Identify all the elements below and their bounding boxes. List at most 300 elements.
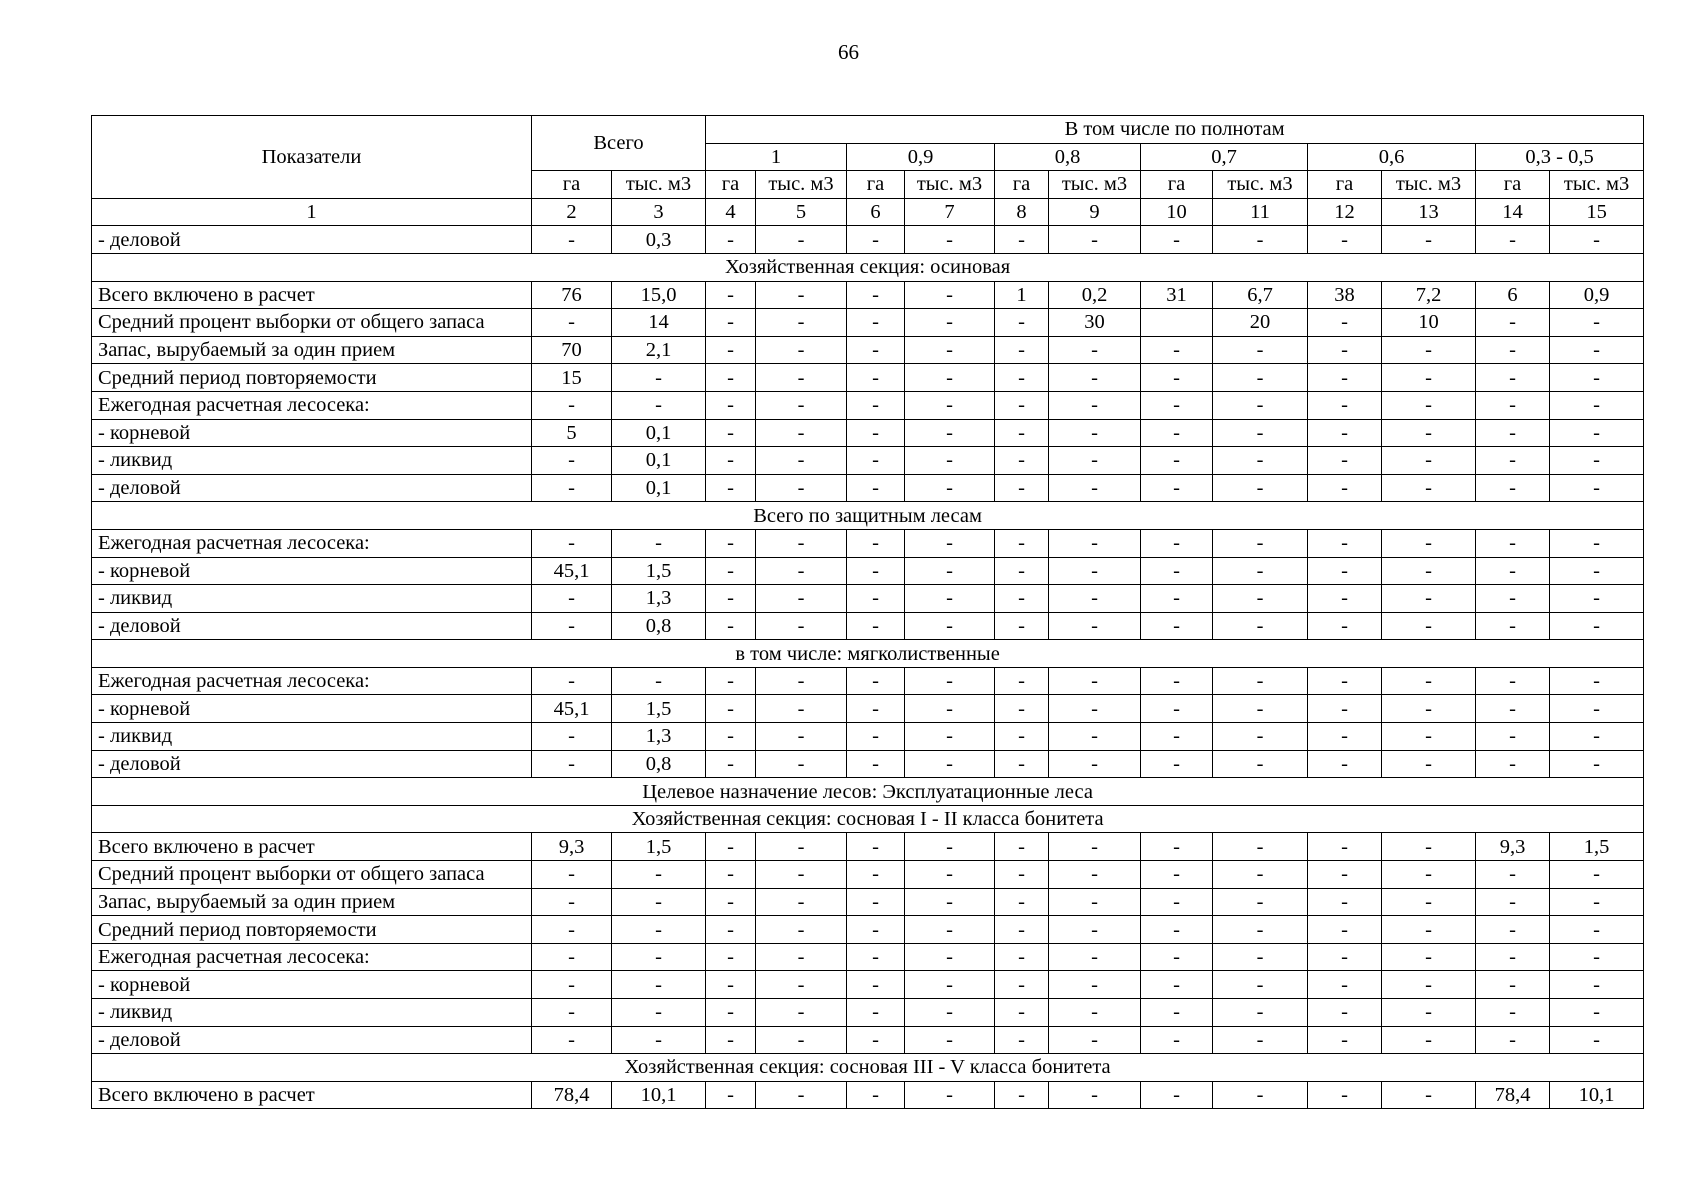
table-cell: - xyxy=(1476,971,1550,999)
header-indicators: Показатели xyxy=(92,116,532,199)
table-cell: - xyxy=(1308,916,1382,944)
header-row-1 xyxy=(92,116,1644,144)
row-label: Средний процент выборки от общего запаса xyxy=(92,861,532,889)
table-cell: - xyxy=(995,971,1049,999)
table-cell: - xyxy=(1141,585,1213,613)
table-cell: - xyxy=(612,364,706,392)
row-label: - корневой xyxy=(92,557,532,585)
table-cell: 78,4 xyxy=(1476,1081,1550,1109)
header-unit-vol: тыс. м3 xyxy=(905,171,995,199)
row-label: Ежегодная расчетная лесосека: xyxy=(92,943,532,971)
column-number: 6 xyxy=(847,198,905,226)
column-number: 9 xyxy=(1049,198,1141,226)
header-total: Всего xyxy=(532,116,706,171)
table-cell: - xyxy=(1049,364,1141,392)
table-cell: - xyxy=(847,943,905,971)
table-row xyxy=(92,226,1644,254)
table-cell: - xyxy=(1382,971,1476,999)
table-cell: - xyxy=(1141,833,1213,861)
table-cell: - xyxy=(995,419,1049,447)
section-header-row xyxy=(92,805,1644,833)
table-cell: - xyxy=(1141,474,1213,502)
table-cell: - xyxy=(1550,612,1644,640)
table-cell: - xyxy=(1213,391,1308,419)
table-cell: - xyxy=(995,888,1049,916)
table-cell: 10,1 xyxy=(612,1081,706,1109)
header-density: 0,3 - 0,5 xyxy=(1476,143,1644,171)
table-cell: - xyxy=(1382,943,1476,971)
table-cell: - xyxy=(1141,226,1213,254)
table-row xyxy=(92,971,1644,999)
table-cell: - xyxy=(1308,364,1382,392)
column-number: 7 xyxy=(905,198,995,226)
table-cell: - xyxy=(995,612,1049,640)
table-cell: - xyxy=(706,723,756,751)
table-cell: - xyxy=(995,916,1049,944)
table-cell: - xyxy=(756,474,847,502)
table-cell: - xyxy=(1213,226,1308,254)
table-cell: - xyxy=(1213,723,1308,751)
table-cell: - xyxy=(1141,667,1213,695)
header-unit-vol: тыс. м3 xyxy=(1049,171,1141,199)
table-cell: - xyxy=(1049,971,1141,999)
table-cell: 0,2 xyxy=(1049,281,1141,309)
table-cell: - xyxy=(1550,971,1644,999)
table-cell: - xyxy=(995,1026,1049,1054)
table-cell: - xyxy=(756,529,847,557)
table-cell: - xyxy=(706,336,756,364)
table-cell: - xyxy=(1049,943,1141,971)
table-cell: - xyxy=(1476,750,1550,778)
column-number: 13 xyxy=(1382,198,1476,226)
table-cell: - xyxy=(1141,419,1213,447)
header-unit-ha: га xyxy=(995,171,1049,199)
table-cell: - xyxy=(532,971,612,999)
table-cell: - xyxy=(1382,612,1476,640)
table-cell: 1,5 xyxy=(1550,833,1644,861)
table-cell: - xyxy=(1049,667,1141,695)
table-cell: - xyxy=(905,447,995,475)
row-label: Ежегодная расчетная лесосека: xyxy=(92,529,532,557)
table-cell: - xyxy=(532,474,612,502)
table-cell: - xyxy=(847,1081,905,1109)
row-label: - корневой xyxy=(92,695,532,723)
column-number: 5 xyxy=(756,198,847,226)
table-cell: - xyxy=(1382,1026,1476,1054)
table-cell: - xyxy=(612,1026,706,1054)
row-label: Запас, вырубаемый за один прием xyxy=(92,336,532,364)
table-cell: - xyxy=(1141,447,1213,475)
column-number: 11 xyxy=(1213,198,1308,226)
table-cell: 76 xyxy=(532,281,612,309)
table-cell: - xyxy=(706,1081,756,1109)
table-cell: - xyxy=(1308,750,1382,778)
table-cell: - xyxy=(706,226,756,254)
table-cell: - xyxy=(995,336,1049,364)
table-cell: - xyxy=(1049,916,1141,944)
table-cell: - xyxy=(1141,695,1213,723)
row-label: Ежегодная расчетная лесосека: xyxy=(92,391,532,419)
table-row xyxy=(92,391,1644,419)
table-cell: - xyxy=(1382,391,1476,419)
table-cell: - xyxy=(1141,529,1213,557)
table-cell: - xyxy=(1213,1026,1308,1054)
table-row xyxy=(92,529,1644,557)
table-cell: - xyxy=(612,667,706,695)
table-cell: - xyxy=(847,529,905,557)
row-label: Всего включено в расчет xyxy=(92,281,532,309)
table-cell: 0,3 xyxy=(612,226,706,254)
row-label: - ликвид xyxy=(92,723,532,751)
table-cell: - xyxy=(847,667,905,695)
table-cell: - xyxy=(847,474,905,502)
table-cell: - xyxy=(905,419,995,447)
table-cell: - xyxy=(1049,391,1141,419)
table-cell: - xyxy=(532,667,612,695)
table-cell: - xyxy=(612,888,706,916)
table-cell xyxy=(1141,309,1213,337)
table-cell: - xyxy=(1476,999,1550,1027)
forest-cutting-table xyxy=(91,115,1644,1109)
table-cell: 0,1 xyxy=(612,419,706,447)
row-label: - ликвид xyxy=(92,447,532,475)
table-row xyxy=(92,750,1644,778)
table-cell: - xyxy=(612,861,706,889)
table-cell: - xyxy=(706,419,756,447)
table-cell: - xyxy=(1308,474,1382,502)
table-cell: 1,5 xyxy=(612,833,706,861)
row-label: Всего включено в расчет xyxy=(92,833,532,861)
table-cell: - xyxy=(706,281,756,309)
table-cell: - xyxy=(1308,667,1382,695)
table-cell: - xyxy=(532,723,612,751)
section-title: Хозяйственная секция: сосновая III - V класса бонитета xyxy=(92,1054,1644,1082)
table-cell: - xyxy=(995,391,1049,419)
table-cell: - xyxy=(1049,336,1141,364)
table-cell: - xyxy=(1550,861,1644,889)
section-header-row xyxy=(92,1054,1644,1082)
table-cell: - xyxy=(1382,447,1476,475)
table-row xyxy=(92,474,1644,502)
table-cell: - xyxy=(995,226,1049,254)
table-cell: - xyxy=(1382,750,1476,778)
table-cell: - xyxy=(1213,943,1308,971)
header-unit-ha: га xyxy=(1476,171,1550,199)
table-cell: 0,1 xyxy=(612,447,706,475)
table-cell: - xyxy=(706,695,756,723)
row-label: Средний период повторяемости xyxy=(92,916,532,944)
table-row xyxy=(92,281,1644,309)
table-row xyxy=(92,888,1644,916)
table-cell: - xyxy=(1141,1081,1213,1109)
table-cell: - xyxy=(1308,971,1382,999)
table-cell: - xyxy=(905,943,995,971)
table-cell: - xyxy=(1550,447,1644,475)
table-cell: - xyxy=(1382,833,1476,861)
table-cell: - xyxy=(1476,916,1550,944)
table-cell: - xyxy=(1550,336,1644,364)
table-cell: - xyxy=(847,999,905,1027)
table-cell: - xyxy=(756,585,847,613)
table-cell: - xyxy=(1476,336,1550,364)
table-cell: - xyxy=(706,971,756,999)
table-row xyxy=(92,336,1644,364)
table-cell: - xyxy=(1213,447,1308,475)
table-cell: - xyxy=(905,1026,995,1054)
table-cell: - xyxy=(706,1026,756,1054)
table-cell: - xyxy=(847,557,905,585)
table-cell: - xyxy=(1476,612,1550,640)
table-cell: 1,5 xyxy=(612,695,706,723)
table-cell: - xyxy=(1308,888,1382,916)
table-cell: - xyxy=(1382,999,1476,1027)
table-cell: - xyxy=(1382,695,1476,723)
table-cell: - xyxy=(706,999,756,1027)
table-row xyxy=(92,667,1644,695)
table-cell: - xyxy=(1476,529,1550,557)
table-cell: 10,1 xyxy=(1550,1081,1644,1109)
table-cell: - xyxy=(1049,695,1141,723)
table-cell: - xyxy=(905,226,995,254)
table-cell: - xyxy=(1141,971,1213,999)
table-cell: - xyxy=(1308,1081,1382,1109)
table-cell: - xyxy=(905,281,995,309)
table-cell: - xyxy=(1382,861,1476,889)
table-cell: - xyxy=(1382,419,1476,447)
table-cell: - xyxy=(1476,391,1550,419)
table-cell: 20 xyxy=(1213,309,1308,337)
table-cell: 6 xyxy=(1476,281,1550,309)
table-cell: 45,1 xyxy=(532,695,612,723)
table-cell: - xyxy=(1476,226,1550,254)
header-density: 0,6 xyxy=(1308,143,1476,171)
table-cell: - xyxy=(1213,585,1308,613)
table-row xyxy=(92,447,1644,475)
table-cell: - xyxy=(706,529,756,557)
table-cell: - xyxy=(1382,667,1476,695)
table-cell: - xyxy=(1308,695,1382,723)
table-cell: - xyxy=(1382,557,1476,585)
table-cell: - xyxy=(1476,585,1550,613)
table-cell: - xyxy=(905,557,995,585)
table-cell: - xyxy=(1141,888,1213,916)
table-cell: - xyxy=(532,861,612,889)
table-cell: 2,1 xyxy=(612,336,706,364)
table-row xyxy=(92,943,1644,971)
table-cell: - xyxy=(995,309,1049,337)
table-cell: - xyxy=(1049,1081,1141,1109)
table-cell: - xyxy=(1213,419,1308,447)
table-cell: - xyxy=(995,1081,1049,1109)
table-cell: - xyxy=(905,888,995,916)
table-cell: - xyxy=(1049,861,1141,889)
table-cell: - xyxy=(1308,336,1382,364)
table-cell: - xyxy=(1550,391,1644,419)
header-density: 0,9 xyxy=(847,143,995,171)
column-number: 2 xyxy=(532,198,612,226)
table-cell: - xyxy=(756,999,847,1027)
table-row xyxy=(92,612,1644,640)
table-cell: - xyxy=(1382,888,1476,916)
table-cell: 1 xyxy=(995,281,1049,309)
table-cell: - xyxy=(1141,999,1213,1027)
header-unit-vol: тыс. м3 xyxy=(612,171,706,199)
table-cell: - xyxy=(1476,723,1550,751)
table-cell: - xyxy=(1141,916,1213,944)
table-cell: - xyxy=(612,916,706,944)
table-cell: - xyxy=(905,1081,995,1109)
table-cell: - xyxy=(532,309,612,337)
column-number: 10 xyxy=(1141,198,1213,226)
table-row xyxy=(92,916,1644,944)
table-cell: - xyxy=(1550,309,1644,337)
table-cell: - xyxy=(905,612,995,640)
table-cell: 38 xyxy=(1308,281,1382,309)
table-cell: - xyxy=(1476,1026,1550,1054)
section-header-row xyxy=(92,640,1644,668)
column-number: 1 xyxy=(92,198,532,226)
section-title: Целевое назначение лесов: Эксплуатационные леса xyxy=(92,778,1644,806)
row-label: - деловой xyxy=(92,474,532,502)
table-cell: - xyxy=(847,1026,905,1054)
table-cell: - xyxy=(1476,364,1550,392)
table-cell: - xyxy=(1308,612,1382,640)
table-cell: - xyxy=(995,695,1049,723)
table-cell: - xyxy=(612,999,706,1027)
table-row xyxy=(92,833,1644,861)
table-cell: - xyxy=(1049,226,1141,254)
table-row xyxy=(92,1026,1644,1054)
table-cell: - xyxy=(995,474,1049,502)
table-cell: - xyxy=(847,861,905,889)
table-cell: - xyxy=(532,529,612,557)
table-row xyxy=(92,419,1644,447)
table-cell: - xyxy=(1550,419,1644,447)
table-cell: 1,3 xyxy=(612,723,706,751)
table-cell: - xyxy=(1308,391,1382,419)
table-cell: - xyxy=(1213,364,1308,392)
table-cell: - xyxy=(1550,557,1644,585)
table-cell: - xyxy=(995,833,1049,861)
table-cell: - xyxy=(1476,474,1550,502)
table-cell: - xyxy=(1382,474,1476,502)
table-cell: - xyxy=(847,971,905,999)
section-header-row xyxy=(92,778,1644,806)
column-number: 4 xyxy=(706,198,756,226)
table-cell: - xyxy=(1550,888,1644,916)
table-cell: 15 xyxy=(532,364,612,392)
table-cell: - xyxy=(1049,999,1141,1027)
row-label: Запас, вырубаемый за один прием xyxy=(92,888,532,916)
table-cell: - xyxy=(847,391,905,419)
section-header-row xyxy=(92,253,1644,281)
table-cell: - xyxy=(1049,557,1141,585)
table-row xyxy=(92,999,1644,1027)
header-density: 1 xyxy=(706,143,847,171)
section-title: Хозяйственная секция: сосновая I - II класса бонитета xyxy=(92,805,1644,833)
table-cell: - xyxy=(612,529,706,557)
table-cell: - xyxy=(905,391,995,419)
table-cell: 14 xyxy=(612,309,706,337)
table-cell: - xyxy=(1213,861,1308,889)
section-title: Всего по защитным лесам xyxy=(92,502,1644,530)
table-cell: - xyxy=(995,447,1049,475)
table-cell: - xyxy=(847,281,905,309)
column-number: 3 xyxy=(612,198,706,226)
header-unit-vol: тыс. м3 xyxy=(1382,171,1476,199)
table-cell: 45,1 xyxy=(532,557,612,585)
table-cell: - xyxy=(532,943,612,971)
table-cell: - xyxy=(1213,916,1308,944)
table-cell: - xyxy=(847,585,905,613)
table-cell: - xyxy=(1550,226,1644,254)
column-number: 15 xyxy=(1550,198,1644,226)
table-row xyxy=(92,309,1644,337)
table-cell: - xyxy=(1476,557,1550,585)
table-cell: - xyxy=(1213,833,1308,861)
table-cell: - xyxy=(1213,667,1308,695)
table-cell: - xyxy=(1308,585,1382,613)
table-cell: - xyxy=(905,999,995,1027)
table-cell: - xyxy=(1213,888,1308,916)
header-unit-ha: га xyxy=(847,171,905,199)
table-cell: - xyxy=(756,1081,847,1109)
header-unit-ha: га xyxy=(532,171,612,199)
row-label: - корневой xyxy=(92,419,532,447)
table-cell: - xyxy=(532,916,612,944)
table-cell: - xyxy=(1308,999,1382,1027)
section-header-row xyxy=(92,502,1644,530)
header-unit-vol: тыс. м3 xyxy=(1213,171,1308,199)
table-cell: - xyxy=(1213,612,1308,640)
table-cell: - xyxy=(756,971,847,999)
table-row xyxy=(92,723,1644,751)
table-cell: - xyxy=(1476,447,1550,475)
table-cell: 30 xyxy=(1049,309,1141,337)
table-cell: - xyxy=(756,888,847,916)
table-cell: - xyxy=(706,309,756,337)
table-cell: - xyxy=(1141,336,1213,364)
table-cell: - xyxy=(847,364,905,392)
table-cell: - xyxy=(706,750,756,778)
table-cell: - xyxy=(847,612,905,640)
table-cell: - xyxy=(1141,750,1213,778)
table-cell: - xyxy=(1049,723,1141,751)
table-cell: - xyxy=(706,943,756,971)
table-cell: - xyxy=(847,309,905,337)
table-cell: - xyxy=(1550,943,1644,971)
table-cell: - xyxy=(1550,1026,1644,1054)
table-cell: - xyxy=(1550,474,1644,502)
table-cell: - xyxy=(1308,447,1382,475)
table-cell: - xyxy=(532,888,612,916)
table-cell: - xyxy=(612,391,706,419)
table-cell: - xyxy=(756,557,847,585)
table-cell: - xyxy=(847,419,905,447)
table-cell: - xyxy=(756,364,847,392)
table-cell: - xyxy=(532,585,612,613)
table-cell: - xyxy=(1308,557,1382,585)
table-cell: 1,5 xyxy=(612,557,706,585)
table-cell: 0,1 xyxy=(612,474,706,502)
table-cell: - xyxy=(532,1026,612,1054)
table-cell: - xyxy=(612,971,706,999)
row-label: - деловой xyxy=(92,612,532,640)
table-cell: - xyxy=(756,612,847,640)
table-cell: 10 xyxy=(1382,309,1476,337)
table-cell: - xyxy=(1476,667,1550,695)
table-cell: - xyxy=(1141,723,1213,751)
